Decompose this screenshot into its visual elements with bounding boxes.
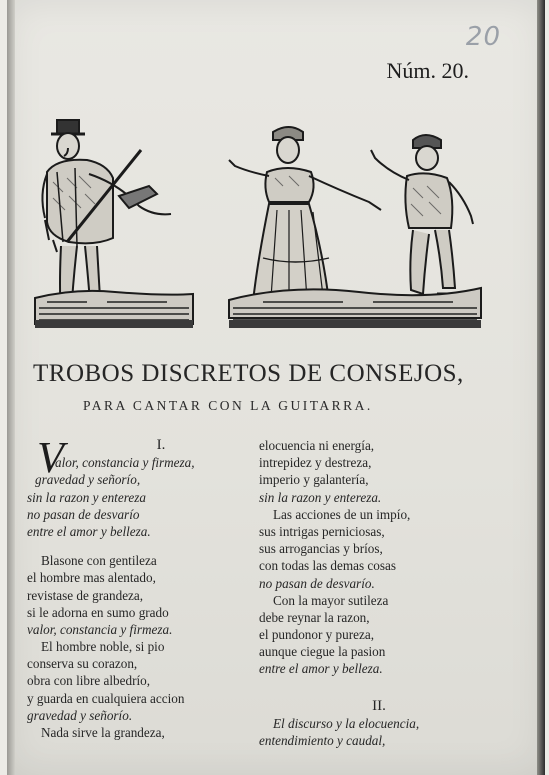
violinist-woodcut bbox=[27, 112, 199, 334]
verse-line: no pasan de desvarío bbox=[27, 506, 140, 522]
verse-line: imperio y galantería, bbox=[259, 472, 369, 488]
verse-line: entre el amor y belleza. bbox=[259, 661, 383, 677]
verse-line: obra con libre albedrío, bbox=[27, 673, 151, 689]
section-number: I. bbox=[156, 437, 166, 453]
verse-line: entre el amor y belleza. bbox=[27, 523, 151, 539]
dancers-woodcut bbox=[223, 118, 485, 332]
drop-cap: V bbox=[37, 433, 64, 482]
verse-line: Las acciones de un impío, bbox=[273, 506, 411, 522]
verse-line: Nada sirve la grandeza, bbox=[41, 725, 165, 740]
song-title: TROBOS DISCRETOS DE CONSEJOS, bbox=[33, 360, 464, 387]
verse-line: no pasan de desvarío. bbox=[259, 575, 375, 591]
verse-line: elocuencia ni energía, bbox=[259, 438, 375, 453]
number-label: Núm. 20. bbox=[386, 58, 469, 83]
verse-line: el hombre mas alentado, bbox=[27, 570, 156, 586]
page bbox=[7, 0, 545, 775]
verse-line: y guarda en cualquiera accion bbox=[27, 690, 185, 706]
verse-line bbox=[27, 540, 255, 552]
verse-line: revistase de grandeza, bbox=[27, 587, 144, 603]
verse-line: alor, constancia y firmeza, bbox=[55, 455, 195, 471]
verse-line: sus intrigas perniciosas, bbox=[259, 523, 385, 539]
left-column bbox=[27, 433, 255, 741]
binding-shadow-left bbox=[7, 0, 15, 775]
right-column bbox=[259, 437, 499, 749]
verse-line: el pundonor y pureza, bbox=[259, 627, 374, 643]
verse-line: intrepidez y destreza, bbox=[259, 455, 372, 471]
song-subtitle: PARA CANTAR CON LA GUITARRA. bbox=[83, 398, 373, 413]
verse-line: sin la razon y entereza bbox=[27, 489, 146, 505]
verse-line: conserva su corazon, bbox=[27, 656, 138, 672]
verse-line: sin la razon y entereza. bbox=[259, 489, 382, 505]
verse-line: aunque ciegue la pasion bbox=[259, 644, 386, 660]
verse-line: sus arrogancias y bríos, bbox=[259, 541, 383, 557]
verse-line: Blasone con gentileza bbox=[41, 553, 157, 569]
folio-mark: 20 bbox=[465, 22, 501, 52]
binding-shadow-right bbox=[537, 0, 545, 775]
verse-line: con todas las demas cosas bbox=[259, 558, 396, 574]
verse-line: gravedad y señorío, bbox=[35, 472, 141, 488]
verse-line: si le adorna en sumo grado bbox=[27, 604, 169, 620]
verse-line: valor, constancia y firmeza. bbox=[27, 621, 173, 637]
verse-line: debe reynar la razon, bbox=[259, 609, 370, 625]
verse-line: Con la mayor sutileza bbox=[273, 592, 389, 608]
stanza-gap bbox=[259, 678, 499, 698]
verse-line: gravedad y señorío. bbox=[27, 707, 133, 723]
verse-line: El discurso y la elocuencia, bbox=[273, 715, 420, 731]
verse-line: El hombre noble, si pio bbox=[41, 639, 165, 655]
section-number: II. bbox=[372, 697, 386, 714]
verse-line: entendimiento y caudal, bbox=[259, 733, 386, 748]
